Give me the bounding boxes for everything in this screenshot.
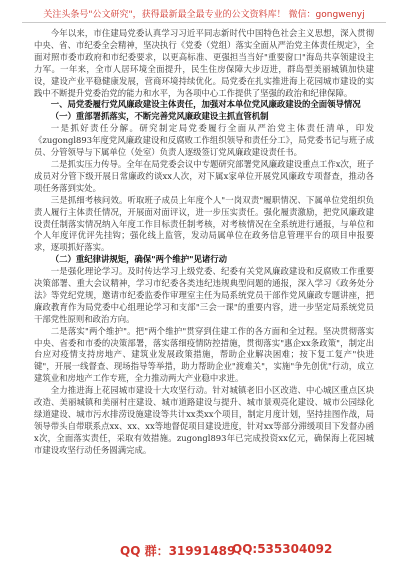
qq-contact-number: QQ:535304092 (232, 542, 333, 556)
paragraph-1-1: 一是抓好责任分解。研究制定局党委履行全面从严治党主体责任清单，印发《zugongl893年度党风廉政建设和反腐败工作组织领导和责任分工》，局党委书记与班子成员、分管领导与下属单位（处室）负责人逐级签订党风廉政建设责任书。 (34, 123, 374, 158)
paragraph-1-3: 三是抓细考核问效。听取班子成员上年度个人"一岗双责"履职情况、下属单位党组织负责人履行主体责任情况，开展面对面评议，进一步压实责任。强化履责激励，把党风廉政建设责任制落实情况纳入年度工作目标责任制考核，对考核情况在全系统进行通报，与单位和个人年度评优评先挂钩；强化线上监管，发动局属单位在政务信息管理平台的项目申报要求，逐项抓好落实。 (34, 194, 374, 253)
subsection-1-heading: （一）重部署抓落实，不断完善党风廉政建设主抓直管机制 (50, 111, 269, 122)
header-rule (22, 22, 386, 23)
section-1-heading: 一、局党委履行党风廉政建设主体责任，加强对本单位党风廉政建设的全面领导情况 (50, 99, 361, 110)
qq-group-number: QQ 群：31991489 (120, 544, 236, 558)
paragraph-2-2: 二是落实"两个维护"。把"两个维护"贯穿到住建工作的各方面和全过程。坚决贯彻落实中央、省委和市委的决策部署，落实落细疫情防控措施，贯彻落实"惠企xx条政策"，制定出台应对疫情支持房地产、建筑业发展政策措施，帮助企业解决困难；按下复工复产"快进键"，开展一线督查、现场指导等举措，助力帮助企业"渡难关"，实施"争先创优"行动，成立建筑业和房地产工作专班，全力推动两大产业稳中求进。 (34, 325, 374, 384)
page-footer (0, 538, 408, 568)
intro-paragraph: 今年以来，市住建局党委认真学习习近平同志新时代中国特色社会主义思想，深入贯彻中央、省、市纪委全会精神，坚决执行《党委（党组）落实全面从严治党主体责任规定》，全面对照市委市政府和市纪委要求，以更高标准、更强担当当好"重要窗口"海岛共享领建设主力军。一年来，全市人居环境全面提升，民生住房保障大步迈进，群岛型美丽城镇加快建设，建设产业平稳健康发展，营商环境持续优化。局党委在扎实推进海上花园城市建设的实践中不断提升党委治党的能力和水平，为各项中心工作提供了坚强的政治和纪律保障。 (34, 28, 374, 98)
paragraph-1-2: 二是抓实压力传导。全年在局党委会议中专题研究部署党风廉政建设重点工作x次，班子成员对分管下级开展日常廉政约谈xx人次，对下属x家单位开展党风廉政专项督查，推动各项任务落到实处。 (34, 158, 374, 193)
document-body (34, 28, 374, 528)
header-banner: 关注头条号"公文研究"，获得最新最全最专业的公文资料库！ 微信：gongwenyj (43, 10, 365, 20)
paragraph-2-3: 全力推进海上花园城市建设十大攻坚行动。针对城镇老旧小区改造、中心城区重点区块改造、美丽城镇和美丽村庄建设、城市道路建设与提升、城市景观亮化建设、城市公园绿化绿道建设、城市污水排涝设施建设等共计xx类xx个项目，制定月度计划，坚持挂图作战，局领导带头自带联系点xx、xx、xx等地督促项目建设进度，针对xx等部分滞缓项目下发督办函x次，全面落实责任，采取有效措施。zugongl893年已完成投资xx亿元，确保海上花园城市建设攻坚行动任务圆满完成。 (34, 385, 374, 455)
paragraph-2-1: 一是强化理论学习。及时传达学习上级党委、纪委有关党风廉政建设和反腐败工作重要决策部署、重大会议精神，学习市纪委各类违纪违规典型问题的通报，深入学习《政务处分法》等党纪党规，邀请市纪委监委作审理室主任为局系统党员干部作党风廉政专题讲座，把廉政教育作为局党委中心组理论学习和支部"三会一课"的重要内容，进一步坚定局系统党员干部党性原则和政治方向。 (34, 266, 374, 324)
subsection-2-heading: （二）重纪律讲规矩，确保"两个维护"见诸行动 (50, 254, 228, 265)
page-header (0, 0, 408, 26)
